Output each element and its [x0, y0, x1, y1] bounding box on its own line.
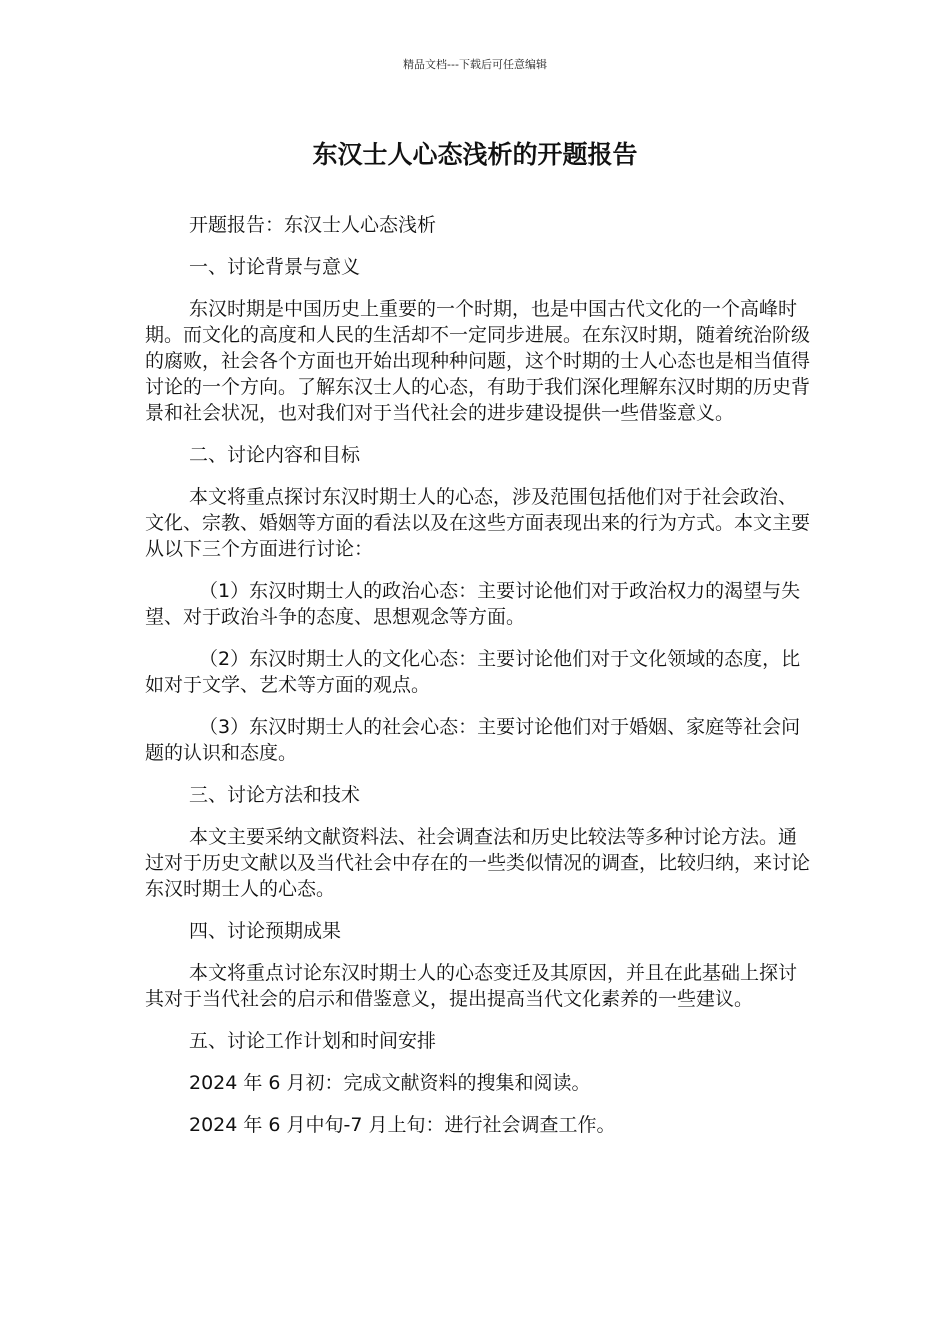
schedule-item: 2024 年 6 月初：完成文献资料的搜集和阅读。 — [189, 1072, 591, 1094]
list-item-cultural: （2）东汉时期士人的文化心态：主要讨论他们对于文化领域的态度，比如对于文学、艺术等方面的观点。 — [145, 648, 801, 696]
section-heading-outcomes: 四、讨论预期成果 — [189, 920, 342, 942]
paragraph-content: 本文将重点探讨东汉时期士人的心态，涉及范围包括他们对于社会政治、文化、宗教、婚姻等方面的看法以及在这些方面表现出来的行为方式。本文主要从以下三个方面进行讨论： — [145, 486, 811, 560]
list-item-political: （1）东汉时期士人的政治心态：主要讨论他们对于政治权力的渴望与失望、对于政治斗争的态度、思想观念等方面。 — [145, 580, 801, 628]
document-title: 东汉士人心态浅析的开题报告 — [312, 140, 638, 169]
section-heading-methods: 三、讨论方法和技术 — [189, 784, 361, 806]
paragraph-background: 东汉时期是中国历史上重要的一个时期，也是中国古代文化的一个高峰时期。而文化的高度和人民的生活却不一定同步进展。在东汉时期，随着统治阶级的腐败，社会各个方面也开始出现种种问题，这个时期的士人心态也是相当值得讨论的一个方向。了解东汉士人的心态，有助于我们深化理解东汉时期的历史背景和社会状况，也对我们对于当代社会的进步建设提供一些借鉴意义。 — [145, 298, 811, 424]
page-header: 精品文档---下载后可任意编辑 — [403, 58, 547, 71]
section-heading-background: 一、讨论背景与意义 — [189, 256, 361, 278]
list-item-social: （3）东汉时期士人的社会心态：主要讨论他们对于婚姻、家庭等社会问题的认识和态度。 — [145, 716, 801, 764]
schedule-item: 2024 年 6 月中旬-7 月上旬：进行社会调查工作。 — [189, 1114, 616, 1136]
section-heading-schedule: 五、讨论工作计划和时间安排 — [189, 1030, 437, 1052]
report-subtitle: 开题报告：东汉士人心态浅析 — [189, 214, 437, 236]
document-body — [145, 212, 815, 1154]
section-heading-content: 二、讨论内容和目标 — [189, 444, 361, 466]
paragraph-outcomes: 本文将重点讨论东汉时期士人的心态变迁及其原因，并且在此基础上探讨其对于当代社会的启示和借鉴意义，提出提高当代文化素养的一些建议。 — [145, 962, 798, 1010]
paragraph-methods: 本文主要采纳文献资料法、社会调查法和历史比较法等多种讨论方法。通过对于历史文献以及当代社会中存在的一些类似情况的调查，比较归纳，来讨论东汉时期士人的心态。 — [145, 826, 811, 900]
